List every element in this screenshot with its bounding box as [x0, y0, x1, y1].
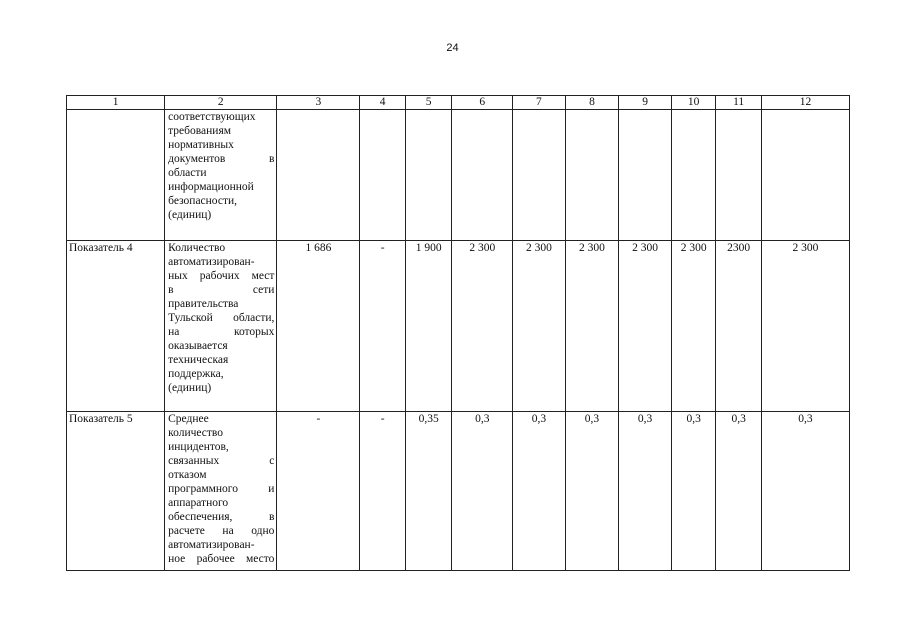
description-line: расчете на одно: [168, 525, 275, 537]
value-cell: 2 300: [452, 241, 513, 412]
value-cell: 2 300: [761, 241, 849, 412]
description-line: поддержка,: [168, 368, 224, 380]
description-line: Среднее: [168, 413, 209, 425]
value-cell: [565, 110, 619, 241]
value-cell: -: [277, 412, 360, 571]
value-cell: 0,3: [761, 412, 849, 571]
description-line: документов в: [168, 153, 275, 165]
value-cell: 2 300: [565, 241, 619, 412]
description-line: области: [168, 167, 207, 179]
description-line: оказывается: [168, 340, 228, 352]
row-label: Показатель 5: [67, 412, 165, 571]
value-cell: 0,3: [565, 412, 619, 571]
value-cell: 2 300: [671, 241, 716, 412]
value-cell: 2 300: [513, 241, 566, 412]
value-cell: 2 300: [619, 241, 672, 412]
description-line: информационной: [168, 181, 254, 193]
col-header-1: 1: [67, 96, 165, 110]
description-line: Количество: [168, 242, 226, 254]
description-line: инцидентов,: [168, 441, 229, 453]
description-line: требованиям: [168, 125, 232, 137]
description-line: количество: [168, 427, 224, 439]
value-cell: [619, 110, 672, 241]
description-line: правительства: [168, 298, 239, 310]
value-cell: [405, 110, 452, 241]
description-line: аппаратного: [168, 497, 229, 509]
col-header-7: 7: [513, 96, 566, 110]
description-line: связанных с: [168, 455, 275, 467]
value-cell: 0,3: [452, 412, 513, 571]
col-header-3: 3: [277, 96, 360, 110]
col-header-2: 2: [165, 96, 277, 110]
value-cell: [716, 110, 762, 241]
col-header-10: 10: [671, 96, 716, 110]
description-line: техническая: [168, 354, 229, 366]
value-cell: 0,3: [513, 412, 566, 571]
row-description: [165, 110, 277, 241]
value-cell: [360, 110, 406, 241]
description-line: автоматизирован-: [168, 256, 255, 268]
value-cell: 2300: [716, 241, 762, 412]
description-line: в сети: [168, 284, 275, 296]
description-line: программного и: [168, 483, 275, 495]
description-line: ное рабочее место: [168, 553, 275, 565]
value-cell: [277, 110, 360, 241]
row-description: [165, 241, 277, 412]
table-row: [67, 110, 850, 241]
value-cell: 1 900: [405, 241, 452, 412]
value-cell: [671, 110, 716, 241]
page-number: 24: [446, 42, 459, 54]
description-line: отказом: [168, 469, 207, 481]
value-cell: 0,35: [405, 412, 452, 571]
value-cell: 0,3: [716, 412, 762, 571]
col-header-6: 6: [452, 96, 513, 110]
description-line: ных рабочих мест: [168, 270, 275, 282]
table-row: [67, 241, 850, 412]
row-label: Показатель 4: [67, 241, 165, 412]
col-header-4: 4: [360, 96, 406, 110]
value-cell: 0,3: [619, 412, 672, 571]
col-header-9: 9: [619, 96, 672, 110]
value-cell: [452, 110, 513, 241]
col-header-11: 11: [716, 96, 762, 110]
row-description: [165, 412, 277, 571]
description-line: соответствующих: [168, 111, 256, 123]
col-header-12: 12: [761, 96, 849, 110]
row-label: [67, 110, 165, 241]
col-header-8: 8: [565, 96, 619, 110]
value-cell: [513, 110, 566, 241]
value-cell: -: [360, 241, 406, 412]
description-line: безопасности,: [168, 195, 238, 207]
description-line: нормативных: [168, 139, 234, 151]
table-row: [67, 412, 850, 571]
indicator-table: [66, 95, 850, 571]
value-cell: 1 686: [277, 241, 360, 412]
description-line: Тульской области,: [168, 312, 275, 324]
description-line: обеспечения, в: [168, 511, 275, 523]
description-line: на которых: [168, 326, 275, 338]
value-cell: 0,3: [671, 412, 716, 571]
description-line: (единиц): [168, 382, 212, 394]
header-row: [67, 96, 850, 110]
description-line: автоматизирован-: [168, 539, 255, 551]
col-header-5: 5: [405, 96, 452, 110]
value-cell: [761, 110, 849, 241]
value-cell: -: [360, 412, 406, 571]
description-line: (единиц): [168, 209, 212, 221]
